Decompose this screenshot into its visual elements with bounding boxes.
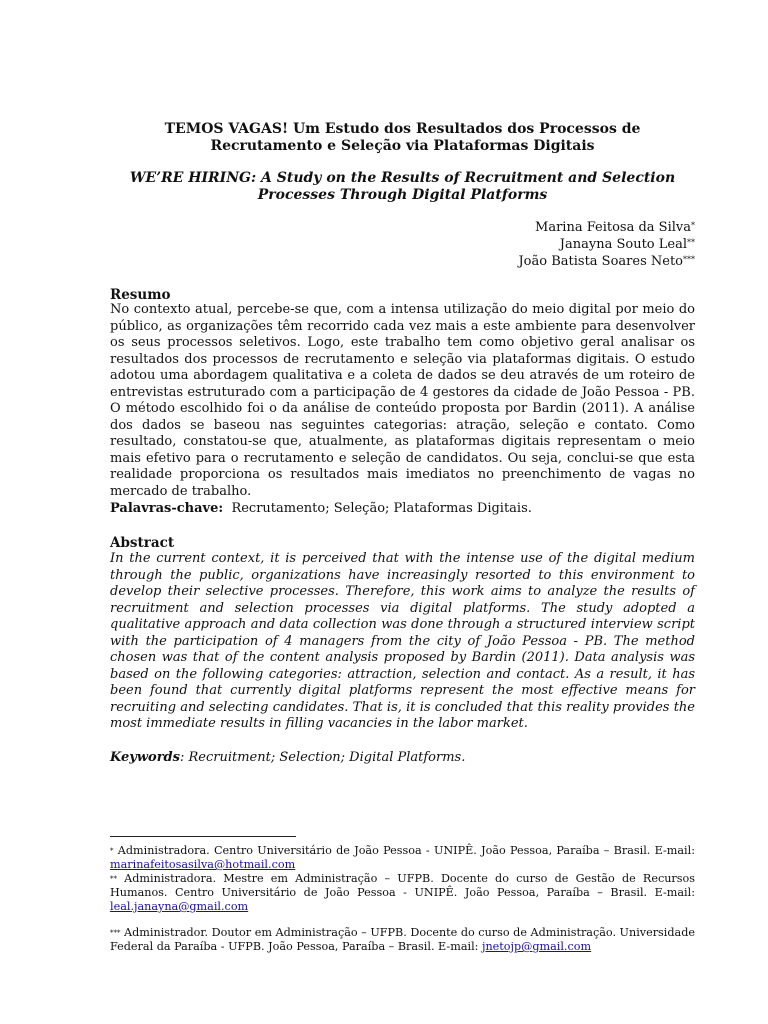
- author: Janayna Souto Leal**: [559, 237, 695, 252]
- title-portuguese: TEMOS VAGAS! Um Estudo dos Resultados dos Processos de Recrutamento e Seleção via Plataformas Digitais: [164, 121, 641, 154]
- email-link[interactable]: leal.janayna@gmail.com: [110, 900, 249, 913]
- email-link[interactable]: marinafeitosasilva@hotmail.com: [110, 858, 296, 871]
- keywords-value: : Recruitment; Selection; Digital Platforms.: [179, 750, 466, 765]
- author: Marina Feitosa da Silva*: [535, 220, 695, 235]
- resumo-text: No contexto atual, percebe-se que, com a intensa utilização do meio digital por meio do público, as organizações têm recorrido cada vez mais a este ambiente para desenvolver os seus processos seletivos. Logo, este trabalho tem como objetivo geral analisar os resultados dos processos de recrutamento e seleção via plataformas digitais. O estudo adotou uma abordagem qualitativa e a coleta de dados se deu através de um roteiro de entrevistas estruturado com a participação de 4 gestores da cidade de João Pessoa - PB. O método escolhido foi o da análise de conteúdo proposta por Bardin (2011). A análise dos dados se baseou nas seguintes categorias: atração, seleção e contato. Como resultado, constatou-se que, atualmente, as plataformas digitais representam o meio mais efetivo para o recrutamento e seleção de candidatos. Ou seja, conclui-se que esta realidade proporciona os resultados mais imediatos no preenchimento de vagas no mercado de trabalho.: [110, 302, 695, 499]
- author-list: [295, 219, 695, 270]
- footnote: *** Administrador. Doutor em Administração – UFPB. Docente do curso de Administração. Universidade Federal da Paraíba - UFPB. João Pessoa, Paraíba – Brasil. E-mail: jnetojp@gmail.com: [110, 926, 695, 953]
- abstract-heading: Abstract: [110, 535, 175, 551]
- title-english: WE’RE HIRING: A Study on the Results of Recruitment and Selection Processes Through Digital Platforms: [129, 170, 676, 203]
- footnote-mark[interactable]: **: [687, 238, 695, 247]
- keywords-label: Palavras-chave:: [110, 501, 224, 516]
- footnote-mark[interactable]: *: [691, 221, 695, 230]
- abstract-text: In the current context, it is perceived that with the intense use of the digital medium through the public, organizations have increasingly resorted to this environment to develop their selective processes. Therefore, this work aims to analyze the results of recruitment and selection processes via digital platforms. The study adopted a qualitative approach and data collection was done through a structured interview script with the participation of 4 managers from the city of João Pessoa - PB. The method chosen was that of the content analysis proposed by Bardin (2011). Data analysis was based on the following categories: attraction, selection and contact. As a result, it has been found that currently digital platforms represent the most effective means for recruiting and selecting candidates. That is, it is concluded that this reality provides the most immediate results in filling vacancies in the labor market.: [110, 551, 695, 731]
- keywords-label: Keywords: [110, 750, 180, 765]
- resumo-keywords: [110, 501, 695, 518]
- abstract-keywords: [110, 750, 695, 767]
- footnote-mark[interactable]: ***: [683, 255, 695, 264]
- keywords-value: Recrutamento; Seleção; Plataformas Digitais.: [231, 501, 532, 516]
- author: João Batista Soares Neto***: [518, 254, 695, 269]
- resumo-heading: Resumo: [110, 287, 171, 303]
- footnote-divider: [110, 836, 296, 837]
- footnote: * Administradora. Centro Universitário de João Pessoa - UNIPÊ. João Pessoa, Paraíba – Brasil. E-mail: marinafeitosasilva@hotmail.com: [110, 844, 695, 871]
- email-link[interactable]: jnetojp@gmail.com: [481, 940, 592, 953]
- footnote: ** Administradora. Mestre em Administração – UFPB. Docente do curso de Gestão de Recursos Humanos. Centro Universitário de João Pessoa - UNIPÊ. João Pessoa, Paraíba – Brasil. E-mail: leal.janayna@gmail.com: [110, 872, 695, 913]
